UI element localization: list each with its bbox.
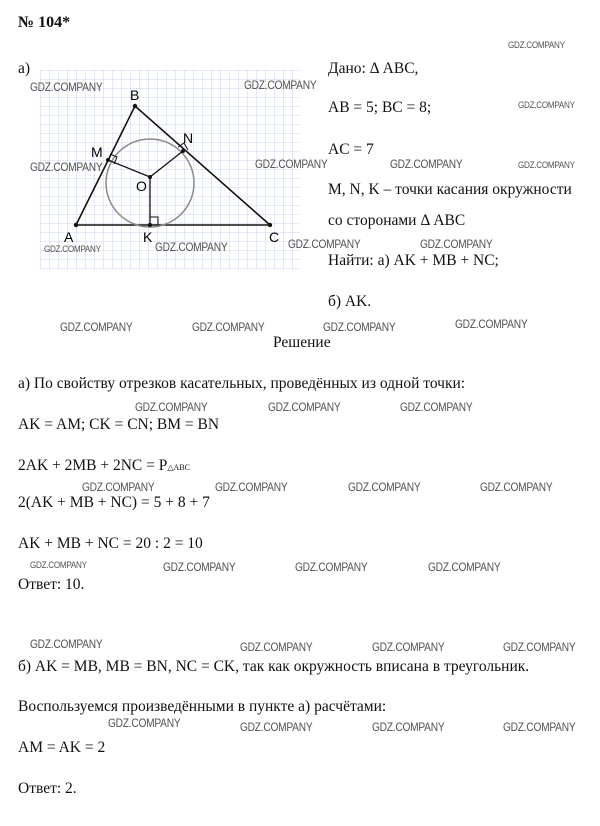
watermark: GDZ.COMPANY (503, 720, 576, 734)
watermark: GDZ.COMPANY (420, 237, 493, 251)
point-o (148, 175, 152, 179)
solution-a-intro: а) По свойству отрезков касательных, проведённых из одной точки: (18, 375, 466, 392)
equation-b: AM = AK = 2 (18, 739, 106, 756)
point-m (106, 158, 110, 162)
given-line-1: Дано: Δ ABC, (328, 60, 419, 77)
equation-2-main: 2AK + 2MB + 2NC = P (18, 457, 168, 474)
answer-b: Ответ: 2. (18, 780, 77, 797)
watermark: GDZ.COMPANY (372, 640, 445, 654)
watermark: GDZ.COMPANY (323, 320, 396, 334)
watermark: GDZ.COMPANY (30, 80, 103, 94)
label-o: O (136, 178, 147, 194)
equation-2-subscript: △ABC (167, 463, 190, 472)
watermark: GDZ.COMPANY (244, 78, 317, 92)
problem-number: № 104* (18, 14, 71, 31)
watermark: GDZ.COMPANY (163, 560, 236, 574)
equation-2 (18, 457, 190, 475)
watermark: GDZ.COMPANY (30, 637, 103, 651)
watermark: GDZ.COMPANY (518, 100, 575, 111)
given-line-5: со сторонами Δ ABC (328, 212, 466, 229)
watermark: GDZ.COMPANY (508, 40, 565, 51)
point-b (133, 104, 137, 108)
label-c: C (269, 229, 280, 245)
watermark: GDZ.COMPANY (428, 560, 501, 574)
equation-4: AK + MB + NC = 20 : 2 = 10 (18, 535, 203, 552)
watermark: GDZ.COMPANY (295, 560, 368, 574)
watermark: GDZ.COMPANY (215, 480, 288, 494)
part-a-label: а) (18, 60, 31, 77)
watermark: GDZ.COMPANY (503, 640, 576, 654)
equation-1: AK = AM; CK = CN; BM = BN (18, 416, 220, 433)
watermark: GDZ.COMPANY (135, 400, 208, 414)
watermark: GDZ.COMPANY (108, 716, 181, 730)
watermark: GDZ.COMPANY (400, 400, 473, 414)
watermark: GDZ.COMPANY (348, 480, 421, 494)
point-k (148, 223, 152, 227)
watermark: GDZ.COMPANY (390, 157, 463, 171)
solution-b-line: б) AK = MB, MB = BN, NC = CK, так как окружность вписана в треугольник. (18, 658, 530, 675)
find-line-a: Найти: а) AK + MB + NC; (328, 252, 499, 269)
find-line-b: б) AK. (328, 293, 372, 310)
watermark: GDZ.COMPANY (455, 317, 528, 331)
watermark: GDZ.COMPANY (240, 720, 313, 734)
watermark: GDZ.COMPANY (30, 560, 87, 571)
label-m: M (91, 144, 103, 160)
solution-b-intro: Воспользуемся произведёнными в пункте а) расчётами: (18, 698, 387, 715)
watermark: GDZ.COMPANY (268, 400, 341, 414)
watermark: GDZ.COMPANY (60, 320, 133, 334)
watermark: GDZ.COMPANY (44, 244, 101, 255)
point-n (181, 149, 185, 153)
watermark: GDZ.COMPANY (240, 640, 313, 654)
point-c (268, 223, 272, 227)
point-a (74, 223, 78, 227)
watermark: GDZ.COMPANY (372, 720, 445, 734)
watermark: GDZ.COMPANY (30, 160, 103, 174)
watermark: GDZ.COMPANY (155, 240, 228, 254)
label-a: A (64, 229, 74, 245)
label-n: N (183, 130, 194, 146)
watermark: GDZ.COMPANY (518, 160, 575, 171)
watermark: GDZ.COMPANY (82, 480, 155, 494)
given-line-4: M, N, K – точки касания окружности (328, 181, 572, 198)
watermark: GDZ.COMPANY (288, 237, 361, 251)
watermark: GDZ.COMPANY (255, 157, 328, 171)
given-line-2: AB = 5; BC = 8; (328, 99, 432, 116)
watermark: GDZ.COMPANY (480, 480, 553, 494)
label-k: K (143, 229, 153, 245)
label-b: B (130, 87, 140, 103)
given-line-3: AC = 7 (328, 141, 374, 158)
answer-a: Ответ: 10. (18, 576, 85, 593)
watermark: GDZ.COMPANY (192, 320, 265, 334)
equation-3: 2(AK + MB + NC) = 5 + 8 + 7 (18, 494, 210, 511)
solution-heading: Решение (273, 334, 331, 351)
